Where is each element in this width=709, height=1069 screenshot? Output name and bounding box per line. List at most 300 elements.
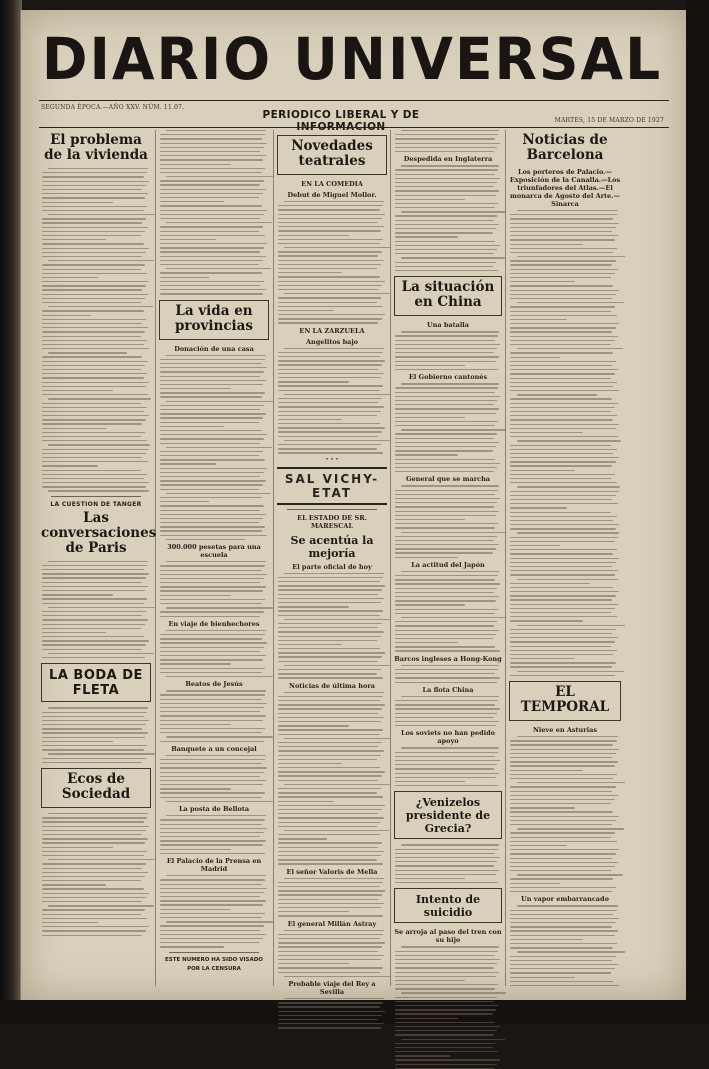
text-line xyxy=(42,281,149,282)
column-separator xyxy=(155,130,156,986)
text-line xyxy=(395,669,498,670)
text-line xyxy=(510,512,611,513)
text-line xyxy=(510,281,575,282)
text-line xyxy=(278,788,381,789)
text-line xyxy=(160,180,264,181)
text-line xyxy=(160,172,262,173)
text-line xyxy=(517,302,625,303)
text-line xyxy=(278,627,378,628)
text-line xyxy=(395,853,495,854)
text-line xyxy=(42,632,106,633)
text-line xyxy=(510,231,612,232)
text-line xyxy=(510,878,613,879)
text-line xyxy=(278,942,385,943)
text-line xyxy=(278,306,383,307)
text-line xyxy=(395,752,498,753)
subhead: EN LA COMEDIA xyxy=(301,180,363,188)
text-line xyxy=(510,939,583,940)
text-line xyxy=(48,753,155,754)
headline-vida-provincias: La vida en provincias xyxy=(174,302,254,334)
text-line xyxy=(395,220,494,221)
text-line xyxy=(395,650,500,651)
text-line xyxy=(48,653,154,654)
text-line xyxy=(510,239,615,240)
text-line xyxy=(395,143,500,144)
text-line xyxy=(510,583,590,584)
text-line xyxy=(160,946,224,947)
text-line xyxy=(510,845,567,846)
text-line xyxy=(395,630,499,631)
text-line xyxy=(42,386,146,387)
text-line xyxy=(160,359,265,360)
text-line xyxy=(510,910,617,911)
text-line xyxy=(395,1026,500,1027)
text-line xyxy=(42,185,146,186)
text-line xyxy=(278,644,342,645)
text-line xyxy=(395,870,499,871)
article-text xyxy=(395,130,501,152)
column-4 xyxy=(394,130,502,988)
headline-mejoria: Se acentúa la mejoría xyxy=(290,533,374,560)
text-line xyxy=(395,228,496,229)
text-line xyxy=(395,777,496,778)
text-line xyxy=(395,955,495,956)
text-line xyxy=(42,914,141,915)
issue-date: MARTES, 15 DE MARZO DE 1927 xyxy=(554,117,664,124)
subhead: General que se marcha xyxy=(405,475,491,484)
text-line xyxy=(395,583,500,584)
text-line xyxy=(510,365,612,366)
text-line xyxy=(160,371,264,372)
text-line xyxy=(160,942,259,943)
text-line xyxy=(160,134,265,135)
text-line xyxy=(278,750,384,751)
text-line xyxy=(160,570,262,571)
text-line xyxy=(510,558,619,559)
text-line xyxy=(278,796,383,797)
text-line xyxy=(510,403,618,404)
text-line xyxy=(42,728,142,729)
text-line xyxy=(42,340,147,341)
text-line xyxy=(395,878,465,879)
text-line xyxy=(395,1064,497,1065)
text-line xyxy=(166,222,272,223)
headline-el-temporal: EL TEMPORAL xyxy=(520,684,610,716)
text-line xyxy=(510,862,618,863)
text-line xyxy=(510,352,613,353)
text-line xyxy=(395,984,498,985)
text-line xyxy=(42,893,149,894)
text-line xyxy=(278,218,382,219)
text-line xyxy=(160,797,262,798)
text-line xyxy=(510,935,615,936)
text-line xyxy=(42,382,149,383)
text-line xyxy=(160,388,231,389)
text-line xyxy=(401,747,499,748)
text-line xyxy=(278,851,384,852)
text-line xyxy=(510,264,612,265)
text-line xyxy=(42,855,144,856)
text-line xyxy=(160,138,262,139)
text-line xyxy=(510,428,616,429)
text-line xyxy=(278,805,385,806)
subhead: La posta de Bellota xyxy=(178,805,250,814)
text-line xyxy=(278,713,378,714)
subhead: Probable viaje del Rey a Sevilla xyxy=(288,980,376,997)
text-line xyxy=(395,511,499,512)
text-line xyxy=(278,742,382,743)
text-line xyxy=(278,801,334,802)
text-line xyxy=(395,997,497,998)
text-line xyxy=(160,884,262,885)
text-line xyxy=(278,725,349,726)
text-line xyxy=(160,844,263,845)
text-line xyxy=(160,616,260,617)
text-line xyxy=(160,376,260,377)
text-line xyxy=(42,888,144,889)
text-line xyxy=(42,474,147,475)
text-line xyxy=(42,826,149,827)
text-line xyxy=(160,518,263,519)
text-line xyxy=(160,434,267,435)
text-line xyxy=(278,406,384,407)
text-line xyxy=(401,130,499,131)
text-line xyxy=(510,319,567,320)
text-line xyxy=(42,594,113,595)
text-line xyxy=(278,214,385,215)
text-line xyxy=(395,721,499,722)
text-line xyxy=(401,844,499,845)
text-line xyxy=(42,227,148,228)
text-line xyxy=(395,874,496,875)
text-line xyxy=(160,501,209,502)
text-line xyxy=(510,218,613,219)
text-line xyxy=(278,822,381,823)
article-text xyxy=(278,878,386,917)
text-line xyxy=(160,159,263,160)
text-line xyxy=(42,577,146,578)
text-line xyxy=(160,472,264,473)
text-line xyxy=(160,147,264,148)
text-line xyxy=(160,205,262,206)
text-line xyxy=(510,407,615,408)
text-line xyxy=(160,788,231,789)
text-line xyxy=(510,541,615,542)
text-line xyxy=(510,398,612,399)
text-line xyxy=(510,306,615,307)
text-line xyxy=(278,842,382,843)
text-line xyxy=(278,946,382,947)
text-line xyxy=(395,387,498,388)
text-line xyxy=(510,926,612,927)
text-line xyxy=(278,260,384,261)
headline-box xyxy=(394,791,502,839)
text-line xyxy=(395,421,498,422)
text-line xyxy=(510,803,611,804)
headline-box xyxy=(394,888,502,923)
text-line xyxy=(166,268,271,269)
text-line xyxy=(284,619,391,620)
text-line xyxy=(510,331,612,332)
text-line xyxy=(42,598,147,599)
article-text xyxy=(510,905,620,986)
masthead-tagline: PERIODICO LIBERAL Y DE INFORMACION xyxy=(262,109,420,133)
text-line xyxy=(160,514,266,515)
text-line xyxy=(42,649,142,650)
text-line xyxy=(510,765,615,766)
subhead: Un vapor embarrancado xyxy=(521,895,609,904)
subhead: Se arroja al paso del tren con su hijo xyxy=(394,928,502,945)
article-text xyxy=(278,692,386,865)
text-line xyxy=(395,638,493,639)
text-line xyxy=(510,524,619,525)
text-line xyxy=(278,652,385,653)
text-line xyxy=(42,582,142,583)
text-line xyxy=(278,826,377,827)
text-line xyxy=(395,523,498,524)
article-text xyxy=(278,930,386,977)
text-line xyxy=(42,930,146,931)
text-line xyxy=(284,201,383,202)
text-line xyxy=(42,218,146,219)
kicker-tanger: LA CUESTION DE TANGER xyxy=(50,500,142,508)
text-line xyxy=(278,640,377,641)
text-line xyxy=(278,398,382,399)
text-line xyxy=(510,740,617,741)
text-line xyxy=(160,210,267,211)
text-line xyxy=(160,934,266,935)
text-line xyxy=(42,821,144,822)
text-line xyxy=(510,315,617,316)
text-line xyxy=(48,398,151,399)
text-line xyxy=(160,772,264,773)
text-line xyxy=(395,857,500,858)
article-text xyxy=(510,210,620,676)
text-line xyxy=(166,607,273,608)
text-line xyxy=(42,390,113,391)
text-line xyxy=(510,612,611,613)
text-line xyxy=(160,193,263,194)
divider xyxy=(51,496,141,497)
text-line xyxy=(510,972,611,973)
text-line xyxy=(278,419,342,420)
text-line xyxy=(42,315,91,316)
text-line xyxy=(395,236,458,237)
subhead: EN LA ZARZUELA xyxy=(299,326,365,335)
text-line xyxy=(510,520,613,521)
article-text xyxy=(42,168,150,492)
text-line xyxy=(510,570,618,571)
text-line xyxy=(160,849,231,850)
text-line xyxy=(395,241,495,242)
text-line xyxy=(42,619,148,620)
text-line xyxy=(517,828,625,829)
text-line xyxy=(284,738,391,739)
text-line xyxy=(160,277,209,278)
text-line xyxy=(42,256,142,257)
text-line xyxy=(278,581,380,582)
text-line xyxy=(401,665,499,666)
text-line xyxy=(278,967,383,968)
text-line xyxy=(510,336,618,337)
text-line xyxy=(510,285,613,286)
text-line xyxy=(278,285,382,286)
text-line xyxy=(395,708,500,709)
text-line xyxy=(278,951,378,952)
text-line xyxy=(42,569,144,570)
text-line xyxy=(510,629,616,630)
column-separator xyxy=(505,130,506,986)
text-line xyxy=(395,1013,493,1014)
text-line xyxy=(160,201,224,202)
text-line xyxy=(510,816,619,817)
article-text xyxy=(160,355,268,541)
text-line xyxy=(42,615,142,616)
text-line xyxy=(510,344,611,345)
text-line xyxy=(510,870,611,871)
text-line xyxy=(510,883,560,884)
text-line xyxy=(160,651,260,652)
text-line xyxy=(517,874,624,875)
text-line xyxy=(160,909,231,910)
text-line xyxy=(160,455,259,456)
text-line xyxy=(160,480,266,481)
text-line xyxy=(278,276,380,277)
text-line xyxy=(42,252,146,253)
text-line xyxy=(166,355,265,356)
text-line xyxy=(395,245,500,246)
text-line xyxy=(395,459,495,460)
text-line xyxy=(395,498,500,499)
text-line xyxy=(278,235,349,236)
text-line xyxy=(278,1002,383,1003)
censorship-notice-2: POR LA CENSURA xyxy=(187,965,241,972)
text-line xyxy=(395,1009,496,1010)
text-line xyxy=(166,875,265,876)
subhead: En viaje de bienhechores xyxy=(168,619,260,628)
text-line xyxy=(510,641,615,642)
text-line xyxy=(48,707,147,708)
text-line xyxy=(42,331,145,332)
text-line xyxy=(278,834,380,835)
text-line xyxy=(42,863,146,864)
masthead-rule-top xyxy=(39,100,669,101)
text-line xyxy=(395,182,497,183)
text-line xyxy=(517,532,619,533)
text-line xyxy=(510,943,617,944)
text-line xyxy=(160,239,216,240)
text-line xyxy=(160,672,262,673)
scan-border-right xyxy=(686,0,709,1024)
text-line xyxy=(160,925,264,926)
text-line xyxy=(278,302,377,303)
text-line xyxy=(160,380,266,381)
text-line xyxy=(42,851,147,852)
text-line xyxy=(510,620,583,621)
text-line xyxy=(42,239,106,240)
text-line xyxy=(395,579,495,580)
text-line xyxy=(395,756,495,757)
text-line xyxy=(42,901,142,902)
text-line xyxy=(160,668,265,669)
text-line xyxy=(395,369,498,370)
text-line xyxy=(510,436,618,437)
text-line xyxy=(401,532,506,533)
text-line xyxy=(510,516,617,517)
text-line xyxy=(278,281,385,282)
text-line xyxy=(510,866,615,867)
text-line xyxy=(48,561,147,562)
text-line xyxy=(510,770,583,771)
headline-conversaciones: Las conversaciones de Paris xyxy=(41,509,157,556)
text-line xyxy=(278,360,385,361)
text-line xyxy=(278,268,377,269)
text-line xyxy=(510,807,575,808)
text-line xyxy=(395,1034,494,1035)
article-text xyxy=(160,815,268,854)
text-line xyxy=(48,859,155,860)
article-text xyxy=(42,813,150,936)
article-text xyxy=(395,485,501,557)
article-text xyxy=(160,630,268,677)
text-line xyxy=(395,365,465,366)
text-line xyxy=(395,717,494,718)
text-line xyxy=(166,176,273,177)
text-line xyxy=(510,795,618,796)
text-line xyxy=(278,314,385,315)
text-line xyxy=(160,451,263,452)
text-line xyxy=(510,604,618,605)
text-line xyxy=(160,281,264,282)
text-line xyxy=(42,762,142,763)
text-line xyxy=(510,311,611,312)
text-line xyxy=(278,934,383,935)
text-line xyxy=(42,909,145,910)
text-line xyxy=(48,214,155,215)
text-line xyxy=(160,888,267,889)
article-text xyxy=(395,747,501,786)
text-line xyxy=(510,269,618,270)
text-line xyxy=(510,461,616,462)
text-line xyxy=(510,930,618,931)
text-line xyxy=(510,227,616,228)
text-line xyxy=(395,642,458,643)
text-line xyxy=(510,985,619,986)
text-line xyxy=(42,838,148,839)
text-line xyxy=(278,448,377,449)
text-line xyxy=(42,285,146,286)
text-line xyxy=(278,264,381,265)
text-line xyxy=(278,243,380,244)
text-line xyxy=(42,457,142,458)
divider xyxy=(287,509,377,510)
text-line xyxy=(510,235,618,236)
text-line xyxy=(160,497,262,498)
text-line xyxy=(395,980,465,981)
text-line xyxy=(42,356,142,357)
text-line xyxy=(278,1019,378,1020)
text-line xyxy=(510,260,616,261)
subhead: Beatos de Jesús xyxy=(185,680,243,689)
text-line xyxy=(160,272,262,273)
text-line xyxy=(42,202,113,203)
text-line xyxy=(284,878,383,879)
text-line xyxy=(395,340,495,341)
text-line xyxy=(42,193,148,194)
article-text xyxy=(278,201,386,324)
text-line xyxy=(278,423,380,424)
text-line xyxy=(42,482,149,483)
